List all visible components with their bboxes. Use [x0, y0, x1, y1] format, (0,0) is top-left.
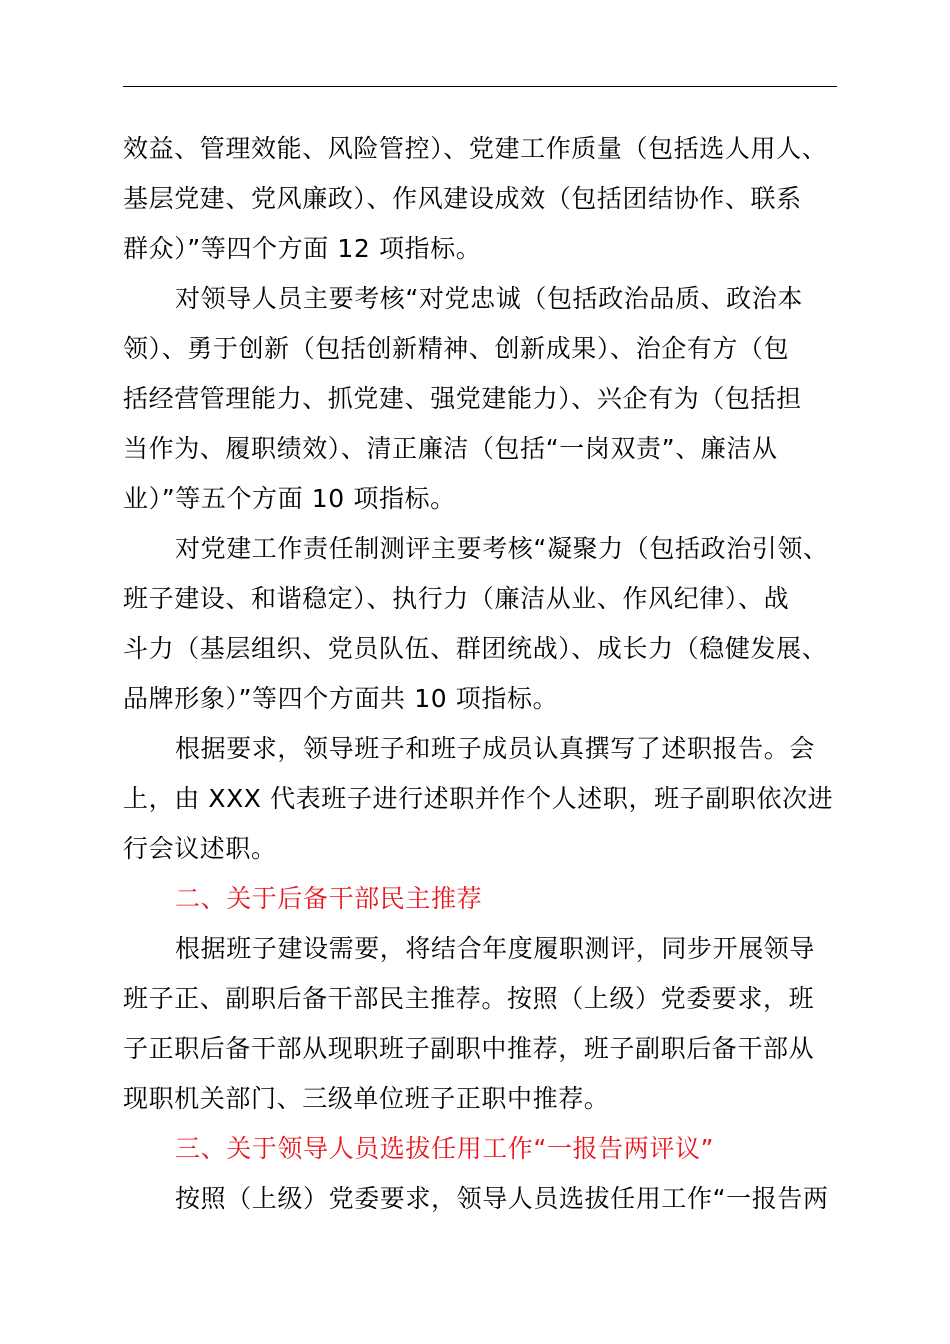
text-line: 斗力（基层组织、党员队伍、群团统战）、成长力（稳健发展、: [123, 634, 828, 663]
text-line: 班子正、副职后备干部民主推荐。按照（上级）党委要求，班: [123, 984, 815, 1013]
text-line: 括经营管理能力、抓党建、强党建能力）、兴企有为（包括担: [123, 384, 802, 413]
document-body: [123, 124, 837, 1224]
text-line: 子正职后备干部从现职班子副职中推荐，班子副职后备干部从: [123, 1034, 815, 1063]
text-line: 上，由 XXX 代表班子进行述职并作个人述职，班子副职依次进: [123, 784, 834, 813]
text-line: 现职机关部门、三级单位班子正职中推荐。: [123, 1084, 610, 1113]
text-line: 班子建设、和谐稳定）、执行力（廉洁从业、作风纪律）、战: [123, 584, 790, 613]
text-line: 基层党建、党风廉政）、作风建设成效（包括团结协作、联系: [123, 184, 802, 213]
text-line: 领）、勇于创新（包括创新精神、创新成果）、治企有方（包: [123, 334, 790, 363]
section-heading: 三、关于领导人员选拔任用工作“一报告两评议”: [175, 1134, 715, 1163]
paragraph-start-line: 根据要求，领导班子和班子成员认真撰写了述职报告。会: [175, 734, 816, 763]
text-line: 品牌形象）”等四个方面共 10 项指标。: [123, 684, 559, 713]
paragraph-start-line: 对党建工作责任制测评主要考核“凝聚力（包括政治引领、: [175, 534, 829, 563]
text-line: 业）”等五个方面 10 项指标。: [123, 484, 456, 513]
text-line: 当作为、履职绩效）、清正廉洁（包括“一岗双责”、廉洁从: [123, 434, 778, 463]
paragraph-start-line: 按照（上级）党委要求，领导人员选拔任用工作“一报告两: [175, 1184, 829, 1213]
section-heading: 二、关于后备干部民主推荐: [175, 884, 483, 913]
text-line: 效益、管理效能、风险管控）、党建工作质量（包括选人用人、: [123, 134, 828, 163]
paragraph-start-line: 对领导人员主要考核“对党忠诚（包括政治品质、政治本: [175, 284, 803, 313]
text-line: 群众）”等四个方面 12 项指标。: [123, 234, 482, 263]
header-rule: [123, 86, 837, 87]
text-line: 行会议述职。: [123, 834, 277, 863]
paragraph-start-line: 根据班子建设需要，将结合年度履职测评，同步开展领导: [175, 934, 816, 963]
